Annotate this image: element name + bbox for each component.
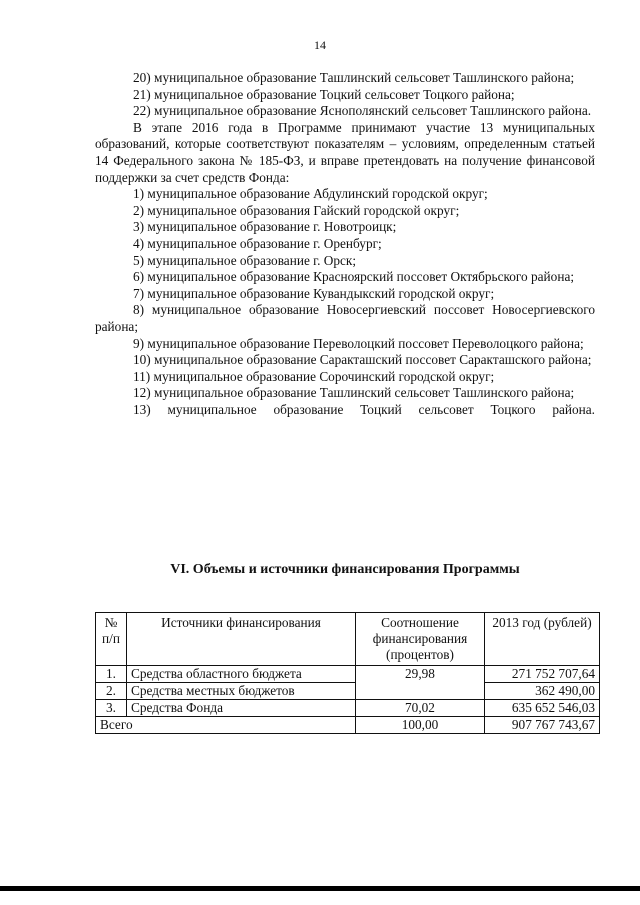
- cell-amount: 635 652 546,03: [485, 700, 600, 717]
- cell-amount: 271 752 707,64: [485, 666, 600, 683]
- page-number: 14: [314, 38, 326, 52]
- cell-total-ratio: 100,00: [356, 717, 485, 734]
- table-header-row: [96, 613, 600, 666]
- cell-num: 3.: [96, 700, 127, 717]
- header-source: Источники финансирования: [127, 613, 356, 666]
- list-item: 8) муниципальное образование Новосергиевский поссовет Новосергиевского района;: [95, 302, 595, 334]
- list-item: 6) муниципальное образование Красноярский поссовет Октябрьского района;: [133, 269, 575, 285]
- cell-total-label: Всего: [96, 717, 356, 734]
- cell-ratio: 70,02: [356, 700, 485, 717]
- table-row: [96, 666, 600, 683]
- header-num: № п/п: [96, 613, 127, 666]
- cell-num: 1.: [96, 666, 127, 683]
- financing-table: [95, 612, 600, 734]
- cell-source: Средства областного бюджета: [127, 666, 356, 683]
- list-item: 13) муниципальное образование Тоцкий сельсовет Тоцкого района.: [133, 401, 595, 417]
- list-item: 10) муниципальное образование Саракташский поссовет Саракташского района;: [133, 352, 592, 368]
- table-total-row: [96, 717, 600, 734]
- list-item: 22) муниципальное образование Яснополянский сельсовет Ташлинского района.: [133, 103, 592, 119]
- section-heading: VI. Объемы и источники финансирования Программы: [170, 562, 520, 577]
- list-item: 7) муниципальное образование Кувандыкский городской округ;: [133, 285, 495, 301]
- list-item: 11) муниципальное образование Сорочинский городской округ;: [133, 368, 495, 384]
- list-item: 21) муниципальное образование Тоцкий сельсовет Тоцкого района;: [133, 86, 515, 102]
- list-item: 1) муниципальное образование Абдулинский городской округ;: [133, 186, 488, 202]
- list-item: 5) муниципальное образование г. Орск;: [133, 252, 357, 268]
- cell-total-amount: 907 767 743,67: [485, 717, 600, 734]
- table-row: [96, 700, 600, 717]
- list-item: 4) муниципальное образование г. Оренбург;: [133, 235, 382, 251]
- list-item: 12) муниципальное образование Ташлинский сельсовет Ташлинского района;: [133, 385, 575, 401]
- intro-paragraph: В этапе 2016 года в Программе принимают участие 13 муниципальных образований, которые соответствуют показателям – условиям, определенным статьей 14 Федерального закона № 185-ФЗ, и вправе претендовать на получение финансовой поддержки за счет средств Фонда:: [95, 119, 595, 185]
- body-text: [95, 70, 595, 418]
- cell-source: Средства местных бюджетов: [127, 683, 356, 700]
- header-ratio: Соотношение финансирования (процентов): [356, 613, 485, 666]
- list-item: 9) муниципальное образование Переволоцкий поссовет Переволоцкого района;: [133, 335, 584, 351]
- table-row: [96, 683, 600, 700]
- cell-amount: 362 490,00: [485, 683, 600, 700]
- list-item: 2) муниципальное образования Гайский городской округ;: [133, 202, 460, 218]
- cell-source: Средства Фонда: [127, 700, 356, 717]
- header-amount: 2013 год (рублей): [485, 613, 600, 666]
- list-item: 20) муниципальное образование Ташлинский сельсовет Ташлинского района;: [133, 70, 575, 85]
- cell-num: 2.: [96, 683, 127, 700]
- list-item: 3) муниципальное образование г. Новотроицк;: [133, 219, 397, 235]
- cell-ratio-merged: 29,98: [356, 666, 485, 700]
- bottom-scan-border: [0, 886, 640, 891]
